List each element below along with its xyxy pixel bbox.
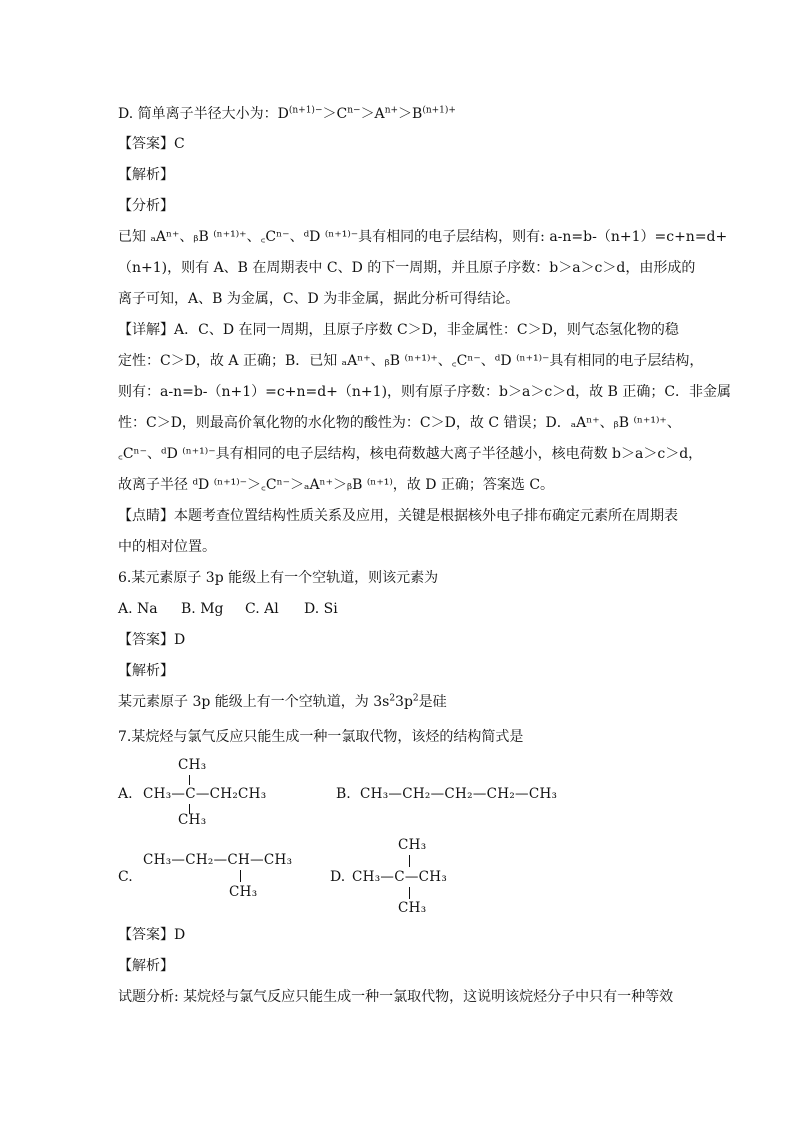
bond-line [409,887,410,899]
superscript: (n+1)+ [422,105,456,116]
analysis-line: 已知 ₐAⁿ⁺、ᵦB ⁽ⁿ⁺¹⁾⁺、꜀Cⁿ⁻、ᵈD ⁽ⁿ⁺¹⁾⁻具有相同的电子层结构，则有: a-n=b-（n+1）=c+n=d+ [118,229,728,245]
q6-option-d: D. Si [304,601,338,617]
analysis-line: 离子可知，A、B 为金属，C、D 为非金属，据此分析可得结论。 [118,291,520,307]
q7-stem: 7.某烷烃与氯气反应只能生成一种一氯取代物，该烃的结构简式是 [118,729,524,745]
dianjing-line: 【点睛】本题考查位置结构性质关系及应用，关键是根据核外电子排布确定元素所在周期表 [118,508,678,524]
bond-line [189,775,190,785]
ion-text: ＞B [398,106,423,122]
q5-jiexi-heading: 【解析】 [118,167,174,183]
q6-option-b: B. Mg [181,601,224,617]
ion-text: ＞A [360,106,385,122]
q7-c-bottom-methyl: CH₃ [229,884,258,900]
q5-fenxi-heading: 【分析】 [118,198,174,214]
q7-d-bottom-methyl: CH₃ [398,900,427,916]
q6-explanation [118,692,447,712]
dianjing-line: 中的相对位置。 [118,539,216,555]
ion-text: ＞C [322,106,348,122]
explain-text: 3p [395,694,413,710]
q7-explanation: 试题分析: 某烷烃与氯气反应只能生成一种一氯取代物，这说明该烷烃分子中只有一种等效 [118,989,674,1005]
detail-line: 定性：C＞D，故 A 正确；B．已知 ₐAⁿ⁺、ᵦB ⁽ⁿ⁺¹⁾⁺、꜀Cⁿ⁻、ᵈD ⁽ⁿ⁺¹⁾⁻具有相同的电子层结构， [118,353,704,369]
q7-d-top-methyl: CH₃ [398,837,427,853]
bond-line [240,870,241,882]
detail-line: 则有：a-n=b-（n+1）=c+n=d+（n+1)，则有原子序数：b＞a＞c＞d，故 B 正确；C．非金属 [118,384,732,400]
explain-text: 某元素原子 3p 能级上有一个空轨道，为 3s [118,694,390,710]
q7-option-d-label: D. [330,869,346,885]
detail-line: 故离子半径 ᵈD ⁽ⁿ⁺¹⁾⁻＞꜀Cⁿ⁻＞ₐAⁿ⁺＞ᵦB ⁽ⁿ⁺¹⁾，故 D 正确；答案选 C。 [118,477,555,493]
option-d-line [118,104,456,124]
q7-option-b-label: B. [336,786,351,802]
q7-d-main-chain: CH₃—C—CH₃ [352,869,448,885]
detail-line: 【详解】A．C、D 在同一周期，且原子序数 C＞D，非金属性：C＞D，则气态氢化物的稳 [118,322,679,338]
q6-option-a: A. Na [118,601,158,617]
q7-b-main-chain: CH₃—CH₂—CH₂—CH₂—CH₃ [360,786,558,802]
option-d-prefix: D. 简单离子半径大小为：D [118,106,289,122]
q6-stem: 6.某元素原子 3p 能级上有一个空轨道，则该元素为 [118,570,439,586]
superscript: n+ [384,105,399,116]
q6-jiexi-heading: 【解析】 [118,663,174,679]
q7-a-top-methyl: CH₃ [178,757,207,773]
q7-answer: 【答案】D [118,927,186,943]
q5-answer: 【答案】C [118,136,185,152]
q7-jiexi-heading: 【解析】 [118,958,174,974]
q6-option-c: C. Al [245,601,279,617]
superscript: 2 [412,693,419,704]
q7-a-main-chain: CH₃—C—CH₂CH₃ [143,786,267,802]
explain-text: 是硅 [418,694,447,710]
q7-a-bottom-methyl: CH₃ [178,812,207,828]
q7-option-a-label: A. [118,786,133,802]
q7-option-c-label: C. [118,869,133,885]
superscript: (n+1)− [288,105,323,116]
detail-line: ꜀Cⁿ⁻、ᵈD ⁽ⁿ⁺¹⁾⁻具有相同的电子层结构，核电荷数越大离子半径越小，核电荷数 b＞a＞c＞d， [118,446,703,462]
analysis-line: （n+1)，则有 A、B 在周期表中 C、D 的下一周期，并且原子序数：b＞a＞c＞d，由形成的 [118,260,696,276]
superscript: n− [347,105,361,116]
q7-c-main-chain: CH₃—CH₂—CH—CH₃ [143,852,293,868]
bond-line [409,855,410,867]
superscript: 2 [389,693,396,704]
detail-line: 性：C＞D，则最高价氧化物的水化物的酸性为：C＞D，故 C 错误；D．ₐAⁿ⁺、ᵦB ⁽ⁿ⁺¹⁾⁺、 [118,415,681,431]
q6-answer: 【答案】D [118,632,186,648]
